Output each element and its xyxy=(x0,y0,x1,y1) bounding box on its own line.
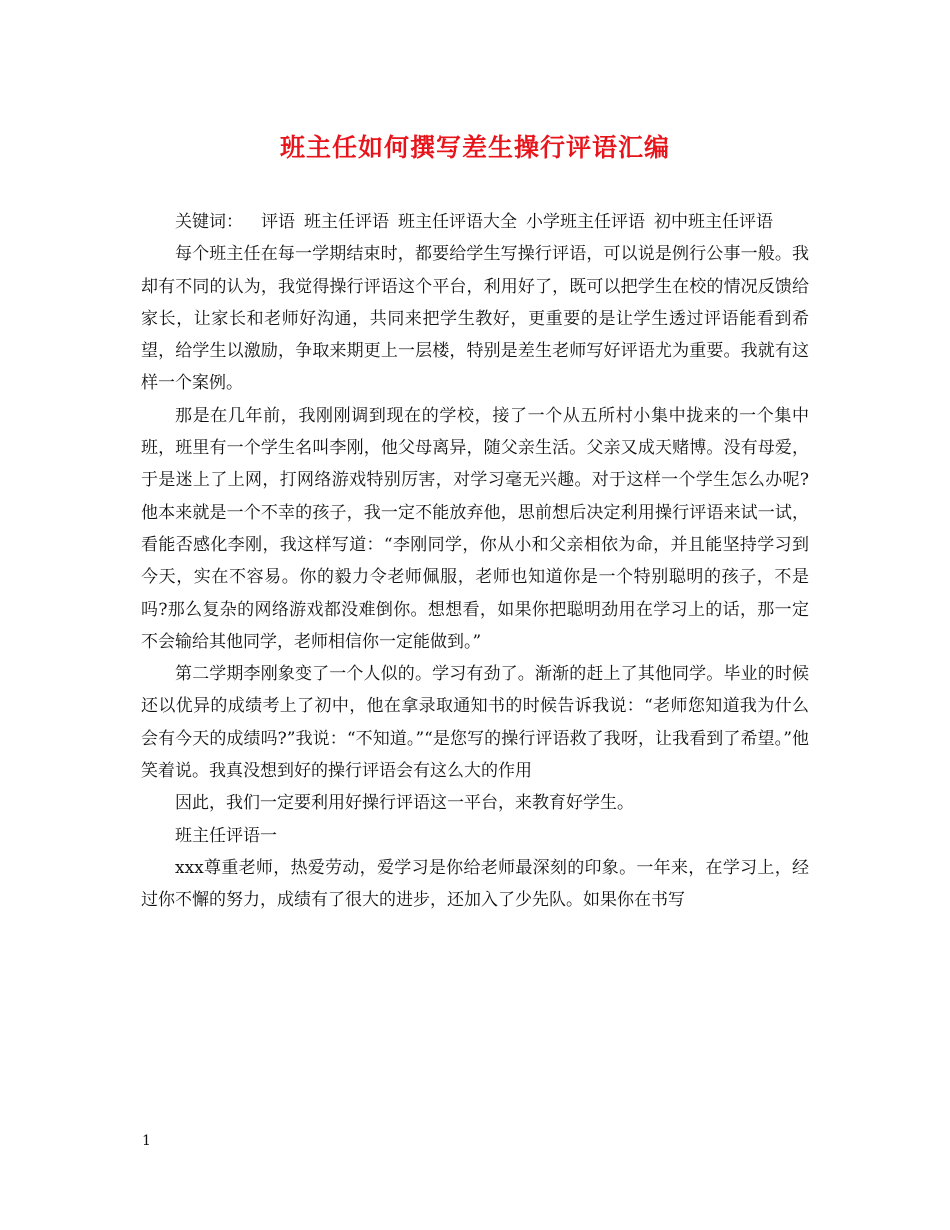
paragraph: 第二学期李刚象变了一个人似的。学习有劲了。渐渐的赶上了其他同学。毕业的时候还以优异的成绩考上了初中，他在拿录取通知书的时候告诉我说：“老师您知道我为什么会有今天的成绩吗?”我说：“不知道。”“是您写的操行评语救了我呀，让我看到了希望。”他笑着说。我真没想到好的操行评语会有这么大的作用 xyxy=(141,664,809,782)
section-heading: 班主任评语一 xyxy=(175,825,277,846)
keywords-line xyxy=(141,206,809,238)
keyword: 初中班主任评语 xyxy=(654,212,773,232)
keyword: 评语 xyxy=(261,212,295,232)
paragraph: 每个班主任在每一学期结束时，都要给学生写操行评语，可以说是例行公事一般。我却有不同的认为，我觉得操行评语这个平台，利用好了，既可以把学生在校的情况反馈给家长，让家长和老师好沟通，共同来把学生教好，更重要的是让学生透过评语能看到希望，给学生以激励，争取来期更上一层楼，特别是差生老师写好评语尤为重要。我就有这样一个案例。 xyxy=(141,244,809,394)
keyword: 班主任评语大全 xyxy=(398,212,517,232)
keyword: 班主任评语 xyxy=(304,212,389,232)
keywords-label: 关键词： xyxy=(175,212,243,232)
page-number: 1 xyxy=(142,1133,151,1149)
keyword: 小学班主任评语 xyxy=(526,212,645,232)
document-title: 班主任如何撰写差生操行评语汇编 xyxy=(279,133,670,162)
document-body xyxy=(141,206,809,917)
paragraph: 那是在几年前，我刚刚调到现在的学校，接了一个从五所村小集中拢来的一个集中班，班里有一个学生名叫李刚，他父母离异，随父亲生活。父亲又成天赌博。没有母爱，于是迷上了上网，打网络游戏特别厉害，对学习毫无兴趣。对于这样一个学生怎么办呢?他本来就是一个不幸的孩子，我一定不能放弃他，思前想后决定利用操行评语来试一试，看能否感化李刚，我这样写道：“李刚同学，你从小和父亲相依为命，并且能坚持学习到今天，实在不容易。你的毅力令老师佩服，老师也知道你是一个特别聪明的孩子，不是吗?那么复杂的网络游戏都没难倒你。想想看，如果你把聪明劲用在学习上的话，那一定不会输给其他同学，老师相信你一定能做到。” xyxy=(141,405,809,652)
paragraph: 因此，我们一定要利用好操行评语这一平台，来教育好学生。 xyxy=(175,793,634,814)
paragraph: xxx尊重老师，热爱劳动，爱学习是你给老师最深刻的印象。一年来，在学习上，经过你不懈的努力，成绩有了很大的进步，还加入了少先队。如果你在书写 xyxy=(141,857,809,911)
